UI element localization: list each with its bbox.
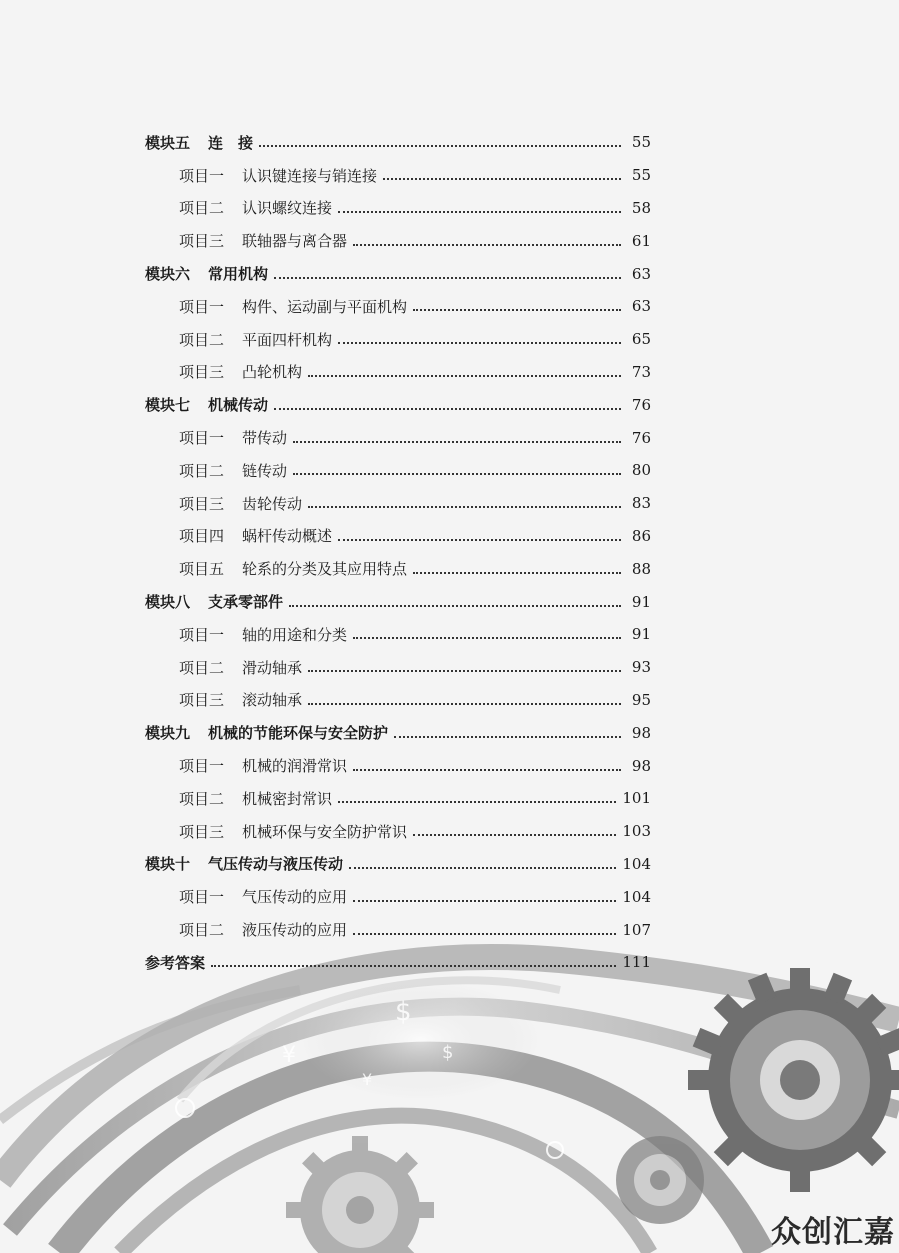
toc-project-entry[interactable] [145,487,651,520]
toc-page-number: 88 [631,559,651,578]
toc-dot-leader [308,375,621,377]
toc-dot-leader [394,736,621,738]
toc-dot-leader [338,801,616,803]
toc-page-number: 104 [622,854,651,873]
toc-dot-leader [308,703,621,705]
toc-entry-number: 模块七 [145,396,191,415]
toc-page-number: 76 [631,428,651,447]
toc-project-entry[interactable] [145,224,651,257]
toc-entry-number: 项目五 [179,560,225,579]
toc-page-number: 55 [631,133,651,152]
toc-dot-leader [353,637,621,639]
toc-dot-leader [353,244,621,246]
toc-page-number: 111 [622,953,651,972]
yen-symbol-icon: ¥ [362,1070,373,1089]
toc-dot-leader [274,408,621,410]
toc-page-number: 91 [631,625,651,644]
toc-entry-title: 气压传动与液压传动 [208,855,344,874]
toc-entry-number: 模块九 [145,724,191,743]
toc-entry-number: 项目一 [179,429,225,448]
toc-page-number: 101 [622,789,651,808]
toc-module-entry[interactable] [145,388,651,421]
toc-entry-title: 认识键连接与销连接 [242,166,378,185]
toc-entry-title: 气压传动的应用 [242,888,348,907]
toc-dot-leader [413,309,621,311]
toc-entry-title: 蜗杆传动概述 [242,527,333,546]
toc-entry-title: 凸轮机构 [242,363,303,382]
toc-entry-number: 项目二 [179,330,225,349]
toc-entry-title: 认识螺纹连接 [242,199,333,218]
toc-entry-number: 项目三 [179,822,225,841]
toc-page-number: 86 [631,526,651,545]
toc-project-entry[interactable] [145,815,651,848]
toc-entry-title: 机械环保与安全防护常识 [242,822,408,841]
toc-dot-leader [211,965,616,967]
toc-entry-title: 机械密封常识 [242,789,333,808]
toc-page-number: 63 [631,297,651,316]
toc-page-number: 93 [631,658,651,677]
toc-page-number: 95 [631,690,651,709]
toc-entry-title: 链传动 [242,461,288,480]
toc-entry-title: 机械的润滑常识 [242,757,348,776]
toc-project-entry[interactable] [145,749,651,782]
toc-dot-leader [308,506,621,508]
toc-entry-title: 齿轮传动 [242,494,303,513]
toc-entry-number: 项目四 [179,527,225,546]
toc-entry-number: 项目二 [179,199,225,218]
toc-project-entry[interactable] [145,421,651,454]
toc-entry-title: 支承零部件 [208,593,284,612]
toc-entry-title: 液压传动的应用 [242,921,348,940]
toc-project-entry[interactable] [145,552,651,585]
toc-page-number: 104 [622,887,651,906]
toc-project-entry[interactable] [145,192,651,225]
toc-page-number: 107 [622,920,651,939]
toc-dot-leader [353,900,616,902]
toc-dot-leader [274,277,621,279]
toc-project-entry[interactable] [145,684,651,717]
toc-project-entry[interactable] [145,520,651,553]
toc-entry-number: 项目三 [179,363,225,382]
toc-entry-title: 滑动轴承 [242,658,303,677]
watermark-logo: 众创汇嘉 [771,1215,895,1250]
toc-project-entry[interactable] [145,651,651,684]
toc-entry-number: 项目二 [179,658,225,677]
toc-entry-number: 项目一 [179,625,225,644]
toc-entry-number: 模块五 [145,133,191,152]
toc-page-number: 58 [631,198,651,217]
toc-entry-number: 项目三 [179,494,225,513]
toc-entry-number: 模块十 [145,855,191,874]
toc-entry-title: 机械的节能环保与安全防护 [208,724,389,743]
toc-project-entry[interactable] [145,290,651,323]
toc-dot-leader [353,933,616,935]
toc-entry-title: 带传动 [242,429,288,448]
toc-entry-title: 轴的用途和分类 [242,625,348,644]
swirl-icon [176,1099,194,1117]
toc-project-entry[interactable] [145,618,651,651]
toc-dot-leader [338,342,621,344]
yen-symbol-icon: ¥ [282,1043,296,1068]
toc-entry-number: 项目三 [179,232,225,251]
toc-entry-title: 常用机构 [208,265,269,284]
toc-dot-leader [289,605,621,607]
toc-page-number: 98 [631,756,651,775]
toc-dot-leader [293,441,621,443]
toc-entry-number: 项目一 [179,166,225,185]
toc-dot-leader [413,834,616,836]
toc-entry-title: 滚动轴承 [242,691,303,710]
toc-entry-title: 平面四杆机构 [242,330,333,349]
toc-module-entry[interactable] [145,946,651,979]
toc-dot-leader [308,670,621,672]
toc-entry-title: 联轴器与离合器 [242,232,348,251]
toc-entry-number: 项目一 [179,757,225,776]
toc-entry-title: 构件、运动副与平面机构 [242,297,408,316]
toc-module-entry[interactable] [145,716,651,749]
toc-entry-title: 参考答案 [145,953,206,972]
table-of-contents [145,126,651,979]
toc-project-entry[interactable] [145,782,651,815]
toc-entry-number: 模块八 [145,593,191,612]
toc-project-entry[interactable] [145,323,651,356]
toc-project-entry[interactable] [145,913,651,946]
toc-entry-number: 项目二 [179,921,225,940]
toc-page-number: 98 [631,723,651,742]
toc-entry-title: 轮系的分类及其应用特点 [242,560,408,579]
toc-project-entry[interactable] [145,454,651,487]
toc-dot-leader [259,145,621,147]
toc-page-number: 103 [622,822,651,841]
gear-icon [616,1136,704,1224]
toc-project-entry[interactable] [145,356,651,389]
toc-entry-number: 项目二 [179,789,225,808]
toc-page-number: 80 [631,461,651,480]
toc-module-entry[interactable] [145,585,651,618]
gear-icon [688,968,899,1192]
toc-entry-number: 项目三 [179,691,225,710]
toc-page-number: 61 [631,231,651,250]
toc-module-entry[interactable] [145,848,651,881]
toc-dot-leader [293,473,621,475]
toc-dot-leader [383,178,621,180]
toc-project-entry[interactable] [145,159,651,192]
toc-dot-leader [338,211,621,213]
toc-dot-leader [349,867,616,869]
dollar-symbol-icon: $ [395,997,412,1027]
toc-page-number: 76 [631,395,651,414]
toc-page-number: 91 [631,592,651,611]
toc-page-number: 65 [631,330,651,349]
toc-entry-number: 项目一 [179,297,225,316]
toc-entry-number: 模块六 [145,265,191,284]
toc-entry-title: 机械传动 [208,396,269,415]
toc-page-number: 63 [631,264,651,283]
toc-entry-number: 项目二 [179,461,225,480]
toc-dot-leader [338,539,621,541]
gear-icon [286,1136,434,1253]
dollar-symbol-icon: $ [442,1042,454,1063]
toc-module-entry[interactable] [145,126,651,159]
toc-page-number: 73 [631,362,651,381]
toc-entry-number: 项目一 [179,888,225,907]
toc-dot-leader [413,572,621,574]
toc-module-entry[interactable] [145,257,651,290]
toc-project-entry[interactable] [145,880,651,913]
toc-entry-title: 连 接 [208,133,254,152]
toc-dot-leader [353,769,621,771]
toc-page-number: 83 [631,494,651,513]
toc-page-number: 55 [631,166,651,185]
